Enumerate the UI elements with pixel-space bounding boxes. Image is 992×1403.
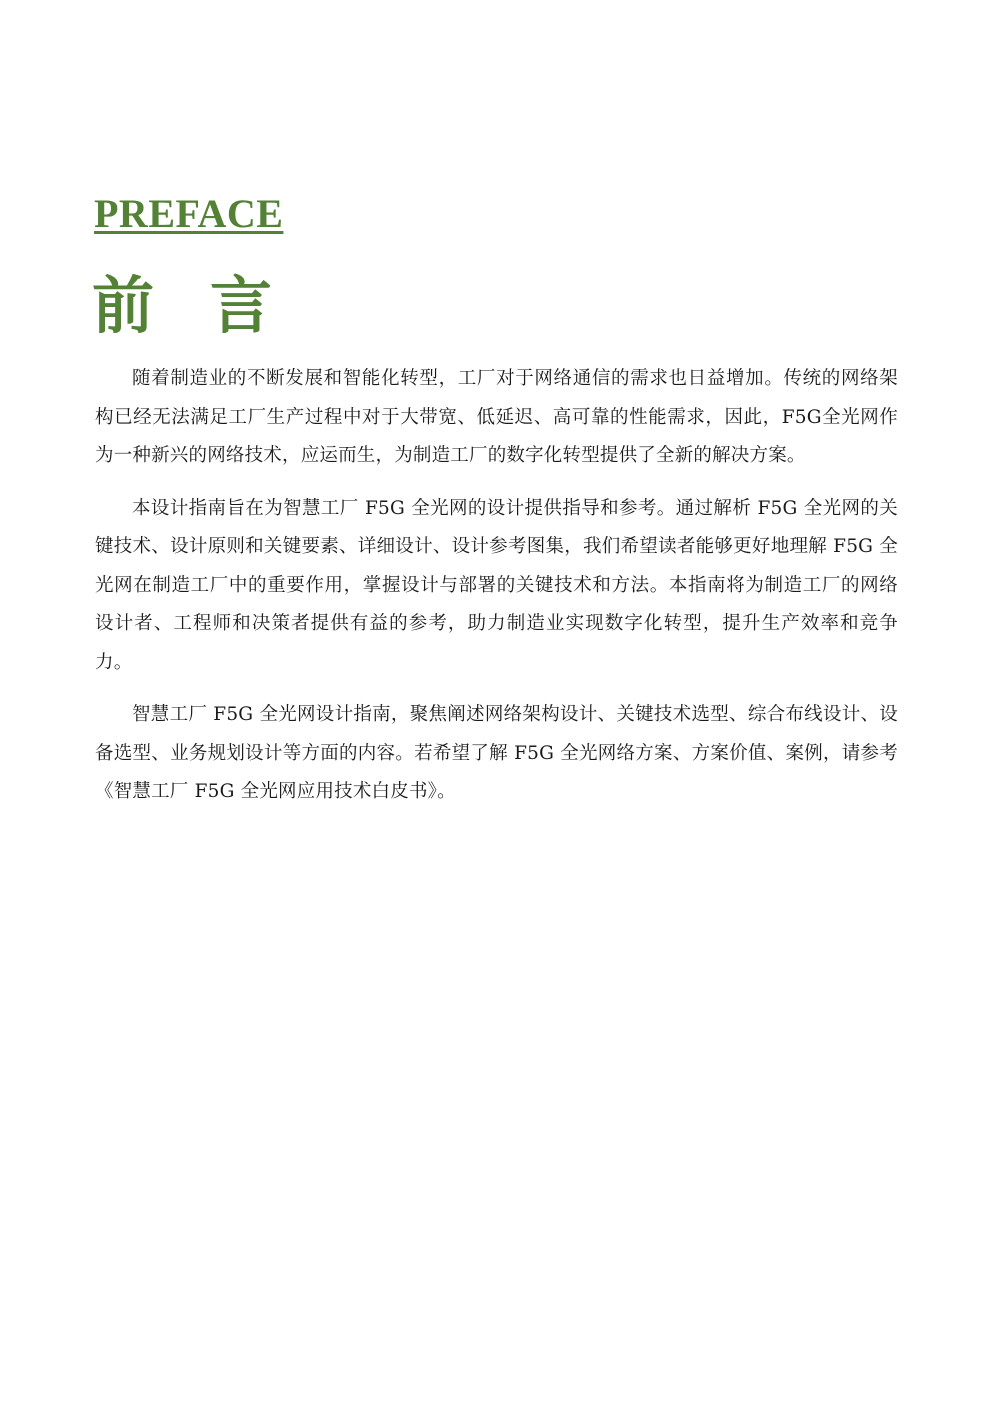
preface-body (95, 360, 898, 826)
preface-heading-english: PREFACE (94, 191, 284, 236)
preface-paragraph-2: 本设计指南旨在为智慧工厂 F5G 全光网的设计提供指导和参考。通过解析 F5G 全光网的关键技术、设计原则和关键要素、详细设计、设计参考图集，我们希望读者能够更好地理解 F5G 全光网在制造工厂中的重要作用，掌握设计与部署的关键技术和方法。本指南将为制造工厂的网络设计者、工程师和决策者提供有益的参考，助力制造业实现数字化转型，提升生产效率和竞争力。 (95, 497, 898, 673)
preface-heading-chinese: 前言 (92, 269, 329, 342)
preface-paragraph-3: 智慧工厂 F5G 全光网设计指南，聚焦阐述网络架构设计、关键技术选型、综合布线设计、设备选型、业务规划设计等方面的内容。若希望了解 F5G 全光网络方案、方案价值、案例，请参考《智慧工厂 F5G 全光网应用技术白皮书》。 (95, 704, 898, 802)
preface-paragraph-1: 随着制造业的不断发展和智能化转型，工厂对于网络通信的需求也日益增加。传统的网络架构已经无法满足工厂生产过程中对于大带宽、低延迟、高可靠的性能需求，因此，F5G全光网作为一种新兴的网络技术，应运而生，为制造工厂的数字化转型提供了全新的解决方案。 (95, 368, 898, 466)
